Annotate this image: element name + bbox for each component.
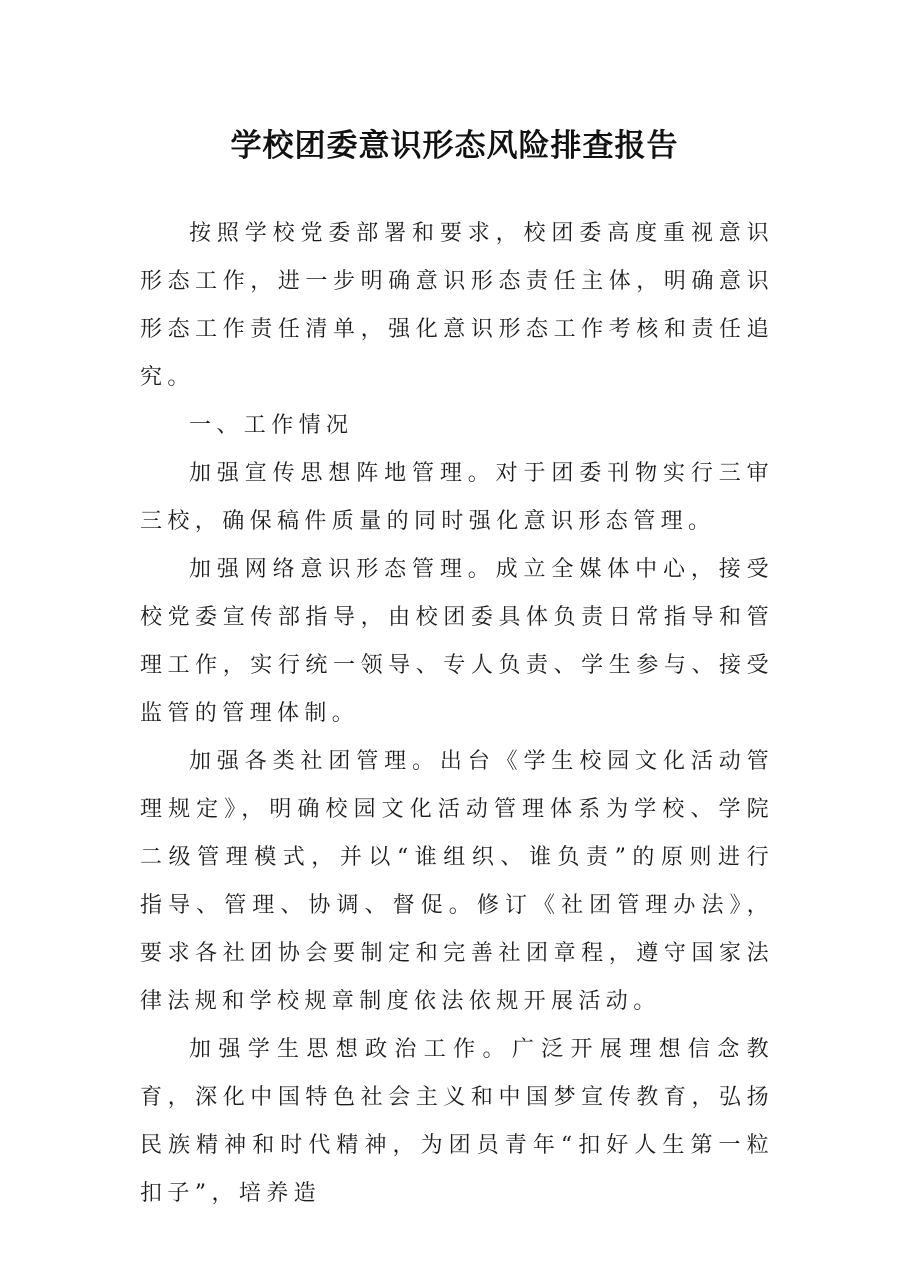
paragraph-student-ideology: 加强学生思想政治工作。广泛开展理想信念教育，深化中国特色社会主义和中国梦宣传教育，弘扬民族精神和时代精神，为团员青年“扣好人生第一粒扣子”，培养造 <box>140 1037 774 1206</box>
document-body <box>140 210 774 1218</box>
section-heading-work-status: 一、工作情况 <box>189 413 354 438</box>
paragraph-publicity-position: 加强宣传思想阵地管理。对于团委刊物实行三审三校，确保稿件质量的同时强化意识形态管理。 <box>140 461 774 534</box>
document-title: 学校团委意识形态风险排查报告 <box>230 128 679 164</box>
paragraph-network-ideology: 加强网络意识形态管理。成立全媒体中心，接受校党委宣传部指导，由校团委具体负责日常指导和管理工作，实行统一领导、专人负责、学生参与、接受监管的管理体制。 <box>140 557 774 726</box>
paragraph-club-management: 加强各类社团管理。出台《学生校园文化活动管理规定》，明确校园文化活动管理体系为学校、学院二级管理模式，并以“谁组织、谁负责”的原则进行指导、管理、协调、督促。修订《社团管理办法》，要求各社团协会要制定和完善社团章程，遵守国家法律法规和学校规章制度依法依规开展活动。 <box>140 749 774 1014</box>
paragraph-intro: 按照学校党委部署和要求，校团委高度重视意识形态工作，进一步明确意识形态责任主体，明确意识形态工作责任清单，强化意识形态工作考核和责任追究。 <box>140 221 774 390</box>
